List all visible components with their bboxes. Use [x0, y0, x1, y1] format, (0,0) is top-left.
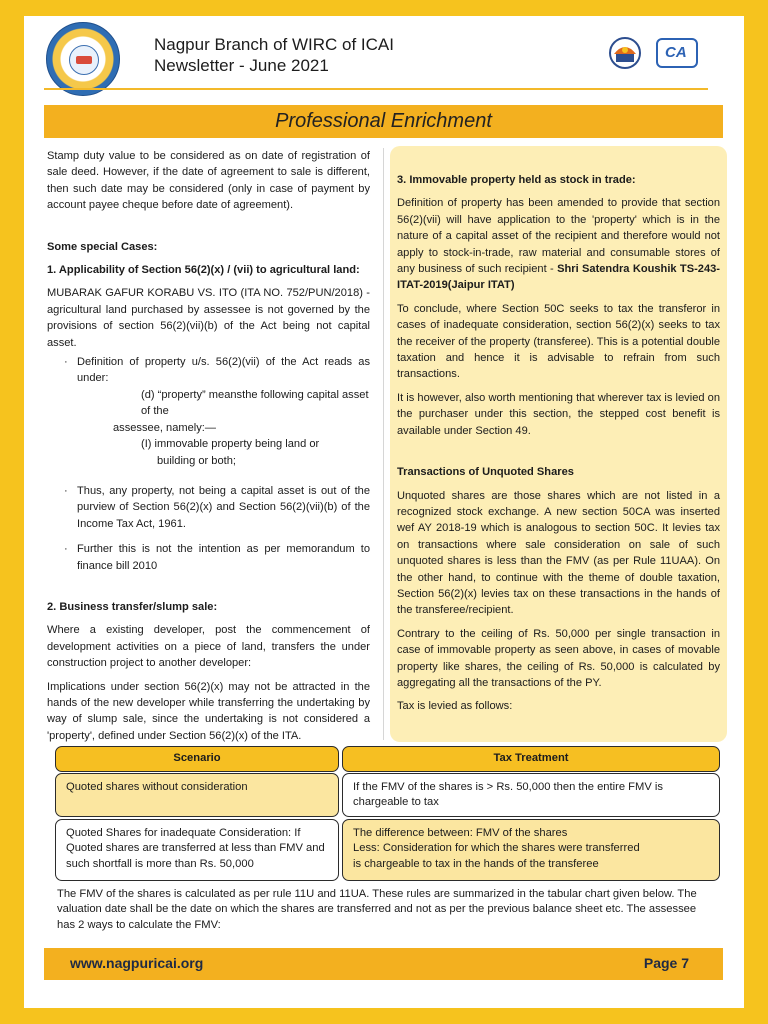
unquoted-heading: Transactions of Unquoted Shares [397, 466, 574, 479]
ca-logo: CA [656, 38, 698, 68]
definition-d-cont: assessee, namely:— [113, 421, 216, 434]
ceiling-paragraph: Contrary to the ceiling of Rs. 50,000 per single transaction in case of immovable property as seen above, in cases of movable property like shares, the ceiling of Rs. 50,000 is calculated by aggregating all the transactions of the PY. [397, 627, 720, 689]
bullet-text: Definition of property u/s. 56(2)(vii) of the Act reads as under: [77, 356, 370, 385]
header-rule [44, 88, 708, 90]
stepped-cost-paragraph: It is however, also worth mentioning that wherever tax is levied on the purchaser under this section, the stepped cost benefit is available under Section 49. [397, 391, 720, 437]
branch-logo [46, 22, 120, 96]
bullet-item: · Definition of property u/s. 56(2)(vii) of the Act reads as under: [64, 356, 370, 385]
section-banner [44, 105, 723, 138]
table-cell-treatment: The difference between: FMV of the shares Less: Consideration for which the shares were transferred is chargeable to tax in the hands of the transferee [342, 819, 720, 881]
conclusion-paragraph: To conclude, where Section 50C seeks to tax the transferor in cases of inadequate consideration, section 56(2)(x) seeks to tax the receiver of the property (transferee). This is a potential double taxation and hence it is advisable to refrain from such transactions. [397, 302, 720, 381]
bullet-text: Thus, any property, not being a capital asset is out of the purview of Section 56(2)(x) and Section 56(2)(vii)(b) of the Income Tax Act, 1961. [77, 484, 370, 530]
bullet-item: · Further this is not the intention as per memorandum to finance bill 2010 [64, 543, 370, 572]
column-divider [383, 148, 384, 740]
table-cell-scenario: Quoted shares without consideration [55, 773, 339, 817]
header-title: Nagpur Branch of WIRC of ICAI [154, 35, 394, 54]
website-link[interactable]: www.nagpuricai.org [70, 955, 204, 971]
intro-paragraph: Stamp duty value to be considered as on date of registration of sale deed. However, if the date of agreement to sale is different, then such date may be considered (only in case of payment by account payee cheque before date of agreement). [47, 150, 370, 212]
case1-heading: 1. Applicability of Section 56(2)(x) / (vii) to agricultural land: [47, 264, 360, 277]
special-cases-heading: Some special Cases: [47, 240, 158, 253]
case2-paragraph-2: Implications under section 56(2)(x) may not be attracted in the hands of the new developer while transferring the undertaking by way of slump sale, since the undertaking is not considered a 'property', defined under Section 56(2)(x) of the ITA. [47, 680, 370, 742]
definition-i: (I) immovable property being land or [141, 438, 320, 451]
footer-bar [44, 948, 723, 980]
left-column [47, 148, 370, 751]
table-header-treatment: Tax Treatment [342, 746, 720, 772]
fmv-note: The FMV of the shares is calculated as per rule 11U and 11UA. These rules are summarized in the tabular chart given below. The valuation date shall be the date on which the shares are transferred and not as per the previous balance sheet etc. The assessee has 2 ways to calculate the FMV: [57, 888, 697, 931]
case3-citation: Shri Satendra Koushik TS-243-ITAT-2019(Jaipur ITAT) [397, 263, 720, 292]
definition-i-cont: building or both; [157, 454, 236, 467]
bullet-text: Further this is not the intention as per memorandum to finance bill 2010 [77, 543, 370, 572]
case1-paragraph: MUBARAK GAFUR KORABU VS. ITO (ITA NO. 752/PUN/2018) - agricultural land purchased by assessee is not governed by the provisions of section 56(2)(vii)(b) of the Act being not capital asset. [47, 287, 370, 349]
unquoted-paragraph: Unquoted shares are those shares which are not listed in a recognized stock exchange. A new section 50CA was inserted wef AY 2018-19 which is analogous to section 50C. It levies tax on transactions where sale consideration on sale of such unquoted shares is less than the FMV (as per Rule 11UAA). On the other hand, to continue with the theme of double taxation, Section 56(2)(x) levies tax on these transactions in the hands of the transferee/recipient. [397, 489, 720, 617]
page-number: Page 7 [643, 955, 689, 971]
case3-heading: 3. Immovable property held as stock in trade: [397, 174, 636, 186]
header-subtitle: Newsletter - June 2021 [154, 56, 329, 75]
case3-paragraph: Definition of property has been amended to provide that section 56(2)(vii) will have application to the 'property' which is in the nature of a capital asset of the recipient and therefore would not apply to stock-in-trade, raw material and consumable stores of any business of such recipient - Shri Satendra Koushik TS-243-ITAT-2019(Jaipur ITAT) [397, 197, 720, 292]
table-cell-treatment: If the FMV of the shares is > Rs. 50,000 then the entire FMV is chargeable to tax [342, 773, 720, 817]
icai-logo [606, 36, 644, 70]
right-column [397, 172, 720, 722]
table-cell-scenario: Quoted Shares for inadequate Consideration: If Quoted shares are transferred at less than FMV and such shortfall is more than Rs. 50,000 [55, 819, 339, 881]
levied-paragraph: Tax is levied as follows: [397, 700, 513, 713]
table-header-scenario: Scenario [55, 746, 339, 772]
bullet-item: · Thus, any property, not being a capital asset is out of the purview of Section 56(2)(x) and Section 56(2)(vii)(b) of the Income Tax Act, 1961. [64, 484, 370, 530]
definition-d: (d) “property” meansthe following capital asset of the [141, 388, 369, 418]
case2-heading: 2. Business transfer/slump sale: [47, 600, 218, 613]
section-title: Professional Enrichment [275, 110, 492, 132]
case2-paragraph-1: Where a existing developer, post the commencement of development activities on a piece of land, transfers the under construction project to another developer: [47, 624, 370, 670]
